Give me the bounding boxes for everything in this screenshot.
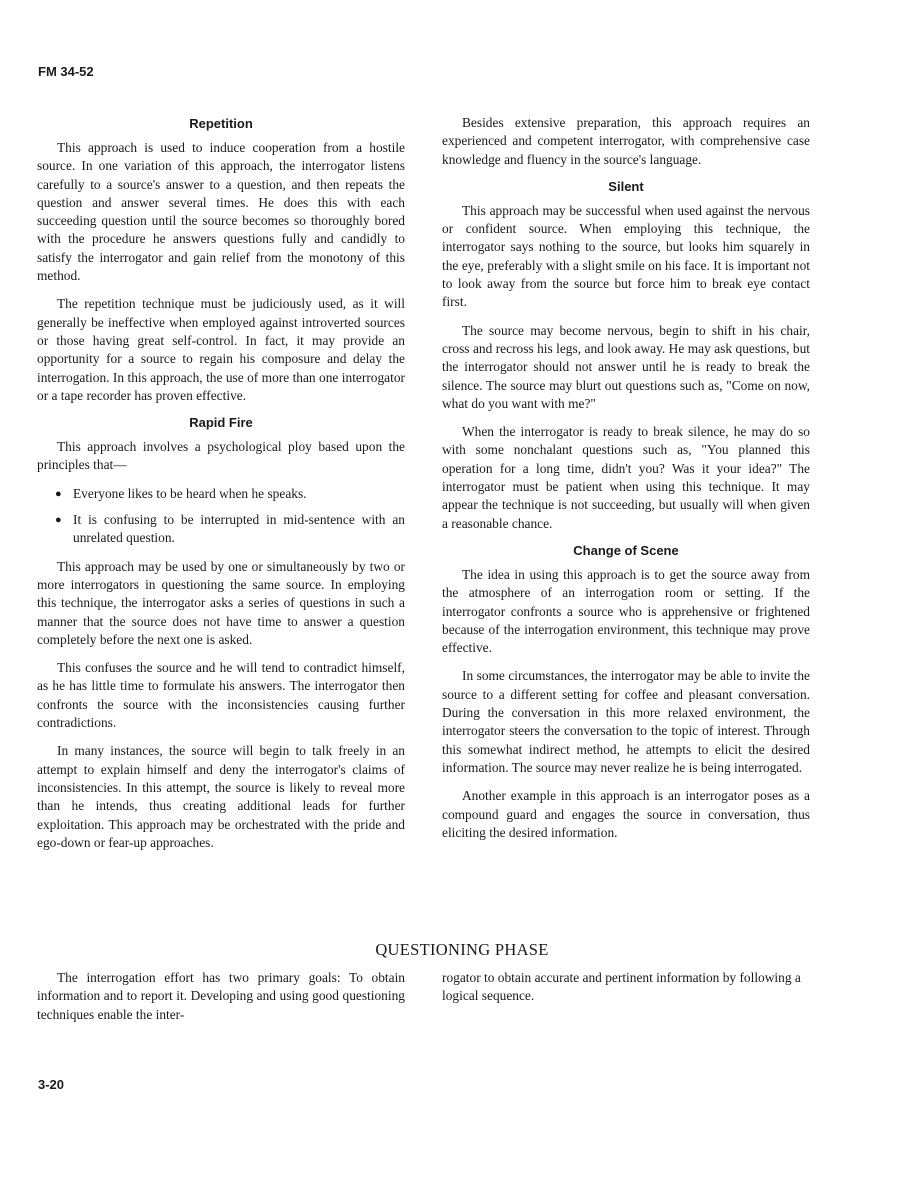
paragraph: The source may become nervous, begin to shift in his chair, cross and recross his legs, and look away. He may ask questions, but the interrogator should not answer until he is ready to break the silence. The source may blurt out questions such as, "Come on now, what do you want with me?"	[442, 322, 810, 411]
paragraph: The interrogation effort has two primary goals: To obtain information and to report it. Developing and using good questioning techniques enable the inter-	[37, 970, 405, 1022]
paragraph: This approach may be successful when used against the nervous or confident source. When employing this technique, the interrogator says nothing to the source, but looks him squarely in the eye, preferably with a slight smile on his face. It is important not to look away from the source but force him to break eye contact first.	[442, 202, 810, 310]
paragraph: This approach may be used by one or simultaneously by two or more interrogators in questioning the same source. In employing this technique, the interrogator asks a series of questions in such a manner that the source does not have time to answer a question completely before the next one is asked.	[37, 558, 405, 647]
list-item-text: It is confusing to be interrupted in mid-sentence with an unrelated question.	[73, 512, 405, 546]
bullet-icon: ●	[55, 487, 62, 500]
left-column	[37, 114, 405, 862]
section-heading-repetition: Repetition	[189, 116, 253, 131]
right-column	[442, 114, 810, 852]
questioning-phase-right	[442, 969, 810, 1006]
paragraph: rogator to obtain accurate and pertinent information by following a logical sequence.	[442, 970, 801, 1004]
paragraph: This confuses the source and he will tend to contradict himself, as he has little time to formulate his answers. The interrogator then confronts the source with the inconsistencies causing further contradictions.	[37, 660, 405, 731]
section-heading-change-of-scene: Change of Scene	[573, 542, 679, 558]
questioning-phase-left	[37, 969, 405, 1024]
paragraph: When the interrogator is ready to break silence, he may do so with some nonchalant questions such as, "You planned this operation for a long time, didn't you? Was it your idea?" The interrogator must be patient when using this technique. It may appear the technique is not succeeding, but usually will when given a reasonable chance.	[442, 424, 810, 531]
paragraph: In many instances, the source will begin to talk freely in an attempt to explain himself and deny the interrogator's claims of inconsistencies. In this attempt, the source is likely to reveal more than he intends, thus creating additional leads for further exploitation. This approach may be orchestrated with the pride and ego-down or fear-up approaches.	[37, 743, 405, 850]
paragraph: Another example in this approach is an interrogator poses as a compound guard and engages the source in conversation, thus eliciting the desired information.	[442, 788, 810, 840]
bullet-list	[37, 485, 405, 548]
paragraph: This approach involves a psychological ploy based upon the principles that—	[37, 439, 405, 473]
paragraph: Besides extensive preparation, this approach requires an experienced and competent interrogator, with comprehensive case knowledge and fluency in the source's language.	[442, 115, 810, 167]
page-number: 3-20	[38, 1077, 65, 1092]
section-heading-rapid-fire: Rapid Fire	[189, 415, 253, 431]
paragraph: The repetition technique must be judiciously used, as it will generally be ineffective when employed against introverted sources or those having great self-control. In fact, it may provide an opportunity for a source to regain his composure and delay the interrogation. In this approach, the use of more than one interrogator or a tape recorder has proven effective.	[37, 296, 405, 403]
paragraph: In some circumstances, the interrogator may be able to invite the source to a different setting for coffee and pleasant conversation. During the conversation in this more relaxed environment, the interrogator steers the conversation to the topic of interest. Through this somewhat indirect method, he attempts to elicit the desired information. The source may never realize he is being interrogated.	[442, 668, 810, 775]
questioning-phase-title: QUESTIONING PHASE	[375, 940, 549, 959]
list-item	[37, 485, 405, 503]
paragraph: This approach is used to induce cooperation from a hostile source. In one variation of this approach, the interrogator listens carefully to a source's answer to a question, and then repeats the question and answer several times. He does this with each succeeding question until the source becomes so thoroughly bored with the procedure he answers questions fully and candidly to satisfy the interrogator and gain relief from the monotony of this method.	[37, 140, 405, 284]
list-item-text: Everyone likes to be heard when he speaks.	[73, 485, 307, 501]
document-id: FM 34-52	[38, 64, 94, 79]
list-item	[37, 511, 405, 548]
section-heading-silent: Silent	[608, 178, 644, 194]
paragraph: The idea in using this approach is to get the source away from the atmosphere of an interrogation room or setting. If the interrogator confronts a source who is apprehensive or frightened because of the interrogation environment, this technique may prove effective.	[442, 566, 810, 656]
bullet-icon: ●	[55, 514, 62, 527]
